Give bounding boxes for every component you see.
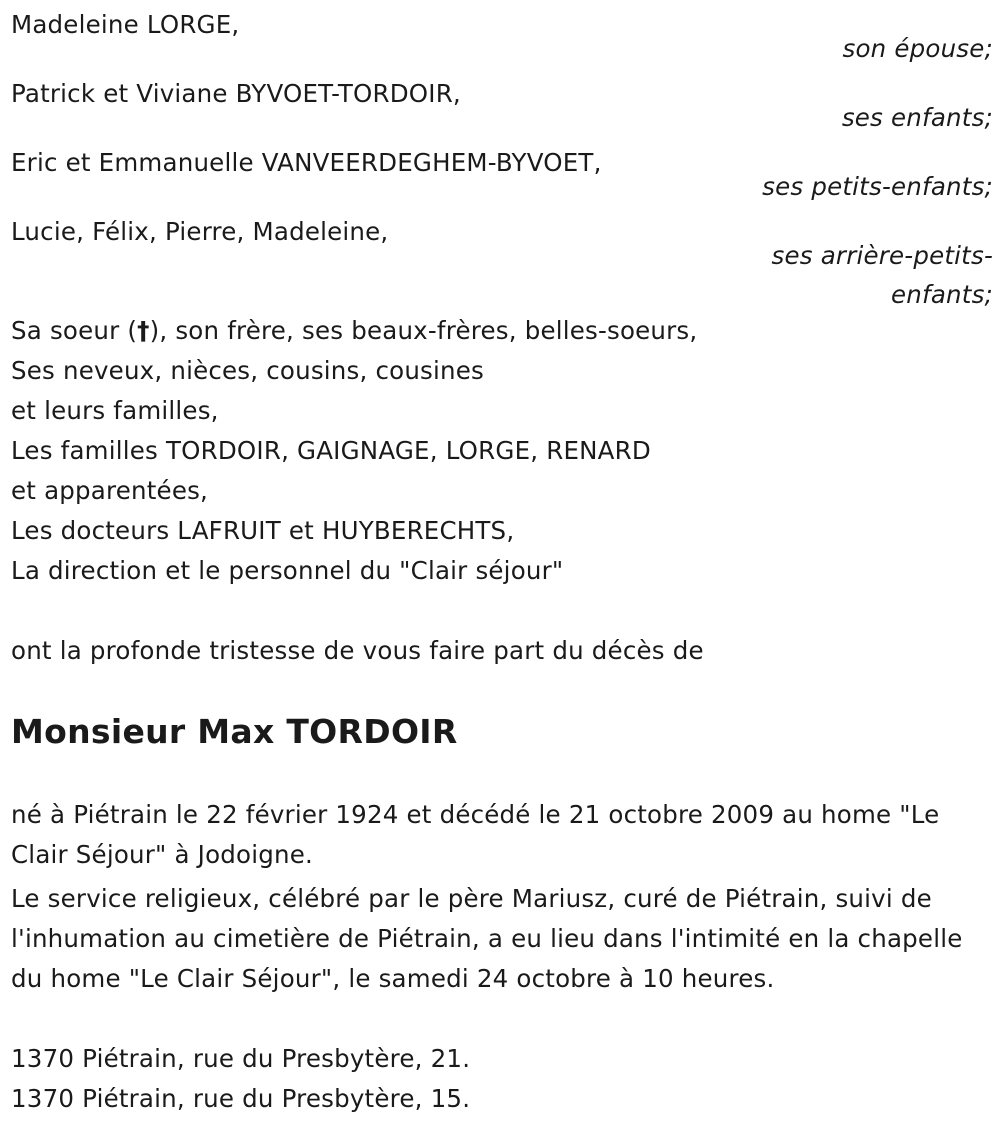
relatives-line-5: et apparentées, [11, 476, 209, 505]
mourner-name: Madeleine LORGE, [11, 10, 240, 39]
relatives-line-2: Ses neveux, nièces, cousins, cousines [11, 356, 484, 385]
mourner-relation: ses enfants; [841, 103, 993, 132]
mourner-name: Eric et Emmanuelle VANVEERDEGHEM-BYVOET, [11, 148, 602, 177]
mourner-relation: son épouse; [842, 34, 993, 63]
addresses [11, 1039, 993, 1119]
mourner-relation-line-2: enfants; [891, 280, 993, 309]
other-relatives [11, 311, 993, 591]
mourner-grandchildren [11, 143, 993, 206]
deceased-name: Monsieur Max TORDOIR [11, 712, 458, 751]
address-line: 1370 Piétrain, rue du Presbytère, 15. [11, 1084, 471, 1113]
address-line: 1370 Piétrain, rue du Presbytère, 21. [11, 1044, 471, 1073]
mourner-name: Patrick et Viviane BYVOET-TORDOIR, [11, 79, 461, 108]
relatives-line-1: Sa soeur (†), son frère, ses beaux-frères, belles-soeurs, [11, 316, 698, 345]
obituary-notice [11, 0, 993, 1119]
mourner-relation: ses petits-enfants; [762, 172, 993, 201]
mourner-relation-line-1: ses arrière-petits- [771, 241, 993, 270]
relatives-line-3: et leurs familles, [11, 396, 219, 425]
announcement: ont la profonde tristesse de vous faire part du décès de [11, 636, 704, 665]
relatives-line-6: Les docteurs LAFRUIT et HUYBERECHTS, [11, 516, 515, 545]
service-details: Le service religieux, célébré par le père Mariusz, curé de Piétrain, suivi de l'inhumation au cimetière de Piétrain, a eu lieu dans l'intimité en la chapelle du home "Le Clair Séjour", le samedi 24 octobre à 10 heures. [11, 884, 963, 993]
birth-death-details: né à Piétrain le 22 février 1924 et décédé le 21 octobre 2009 au home "Le Clair Séjour" à Jodoigne. [11, 800, 940, 869]
mourner-children [11, 74, 993, 137]
relatives-line-4: Les familles TORDOIR, GAIGNAGE, LORGE, RENARD [11, 436, 651, 465]
mourner-great-grandchildren [11, 212, 993, 314]
mourner-name: Lucie, Félix, Pierre, Madeleine, [11, 217, 389, 246]
relatives-line-7: La direction et le personnel du "Clair séjour" [11, 556, 564, 585]
cross-icon: † [137, 316, 150, 345]
mourner-spouse [11, 5, 993, 68]
